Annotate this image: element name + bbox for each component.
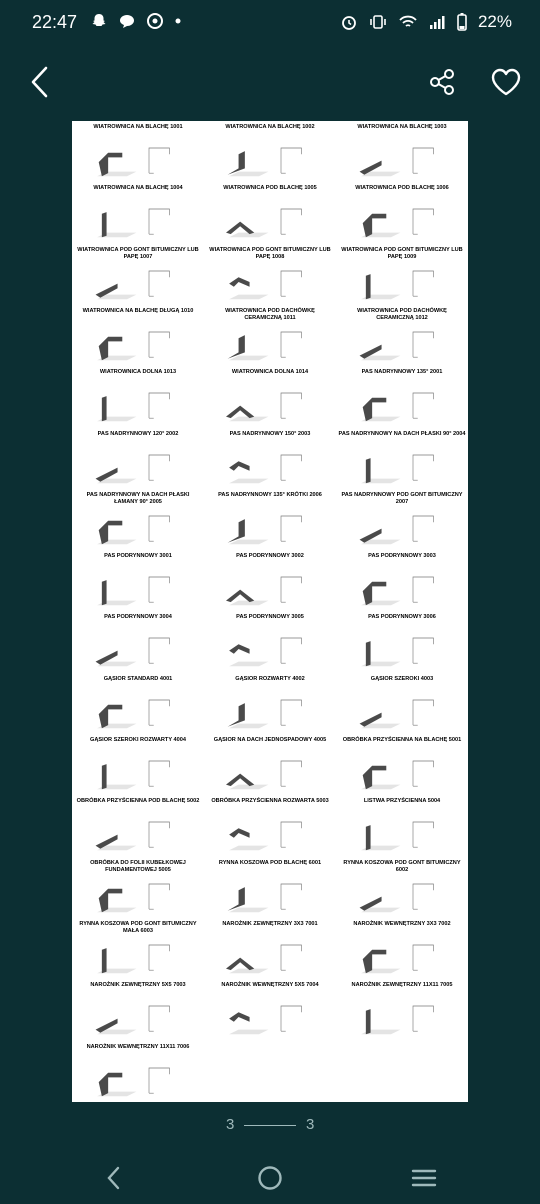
profile-drawing [78, 995, 198, 1039]
profile-drawing [210, 934, 330, 978]
profile-shape [229, 645, 249, 654]
profile-shape [226, 774, 254, 787]
nav-back-button[interactable] [94, 1158, 134, 1198]
profile-section-line [149, 577, 169, 602]
profile-shape [229, 277, 249, 286]
profile-drawing [210, 444, 330, 488]
profile-section-line [281, 700, 301, 725]
profile-item [336, 979, 468, 1040]
profile-shape [226, 590, 254, 603]
profile-label: WIATROWNICA POD BLACHĘ 1005 [223, 185, 317, 192]
profile-shape [228, 703, 245, 727]
profile-shape [229, 1012, 249, 1021]
profile-item [204, 366, 336, 427]
profile-item [72, 918, 204, 979]
profile-section-line [281, 761, 301, 786]
profile-item [72, 244, 204, 305]
favorite-button[interactable] [484, 62, 528, 102]
profile-item [72, 305, 204, 366]
profile-item [336, 489, 468, 550]
profile-drawing [210, 321, 330, 365]
profile-label: PAS NADRYNNOWY POD GONT BITUMICZNY 2007 [341, 491, 463, 505]
profile-label: NAROŻNIK WEWNĘTRZNY 3X3 7002 [353, 920, 451, 927]
profile-label: GĄSIOR SZEROKI 4003 [370, 675, 434, 682]
profile-section-line [413, 271, 433, 296]
total-pages: 3 [306, 1116, 315, 1133]
profile-drawing [342, 444, 462, 488]
profile-label: WIATROWNICA POD DACHÓWKĘ CERAMICZNĄ 1011 [225, 307, 315, 321]
profile-item [72, 857, 204, 918]
status-time: 22:47 [32, 12, 78, 32]
arrow-left-icon [28, 65, 52, 99]
profile-drawing [78, 260, 198, 304]
profile-section-line [281, 638, 301, 663]
profile-label: RYNNA KOSZOWA POD BLACHĘ 6001 [218, 859, 322, 866]
profile-shape [102, 948, 107, 973]
profile-label: WIATROWNICA DOLNA 1014 [231, 369, 309, 376]
profile-drawing [210, 811, 330, 855]
profile-item [336, 366, 468, 427]
dot-icon [174, 12, 182, 30]
profile-section-line [413, 332, 433, 357]
profile-label: PAS NADRYNNOWY NA DACH PŁASKI ŁAMANY 90° 2005 [86, 491, 190, 505]
profile-label: OBRÓBKA PRZYŚCIENNA ROZWARTA 5003 [211, 798, 329, 805]
profile-label: OBRÓBKA DO FOLII KUBEŁKOWEJ FUNDAMENTOWEJ 5005 [90, 859, 186, 873]
profile-drawing [210, 505, 330, 549]
profile-drawing [210, 260, 330, 304]
profile-shape [226, 406, 254, 419]
profile-drawing [78, 321, 198, 365]
profile-item [204, 182, 336, 243]
profile-section-line [413, 1006, 433, 1031]
profile-drawing [210, 995, 330, 1039]
profile-section-line [413, 822, 433, 847]
profile-item [336, 673, 468, 734]
profile-item [336, 611, 468, 672]
profile-drawing [210, 750, 330, 794]
profile-section-line [413, 700, 433, 725]
profile-label: GĄSIOR STANDARD 4001 [103, 675, 173, 682]
profile-item [204, 121, 336, 182]
profile-section-line [413, 638, 433, 663]
profile-drawing [342, 627, 462, 671]
profile-section-line [149, 1068, 169, 1093]
profile-drawing [78, 934, 198, 978]
profile-item [204, 734, 336, 795]
profile-shape [366, 458, 371, 483]
profile-section-line [281, 209, 301, 234]
profile-shape [102, 396, 107, 421]
profile-item [204, 305, 336, 366]
profile-section-line [281, 1006, 301, 1031]
profile-item [204, 918, 336, 979]
profile-shape [228, 887, 245, 911]
profile-drawing [78, 689, 198, 733]
profile-section-line [281, 455, 301, 480]
profile-drawing [210, 198, 330, 242]
profile-drawing [78, 627, 198, 671]
profile-drawing [78, 811, 198, 855]
profile-shape [102, 764, 107, 789]
profile-item [204, 428, 336, 489]
profile-section-line [149, 455, 169, 480]
profile-section-line [281, 393, 301, 418]
snapchat-icon [90, 12, 108, 30]
profile-shape [366, 274, 371, 299]
vibrate-icon [368, 13, 388, 31]
profile-drawing [342, 689, 462, 733]
profile-shape [366, 1009, 371, 1034]
profile-drawing [78, 1057, 198, 1101]
profile-section-line [149, 945, 169, 970]
profile-section-line [149, 700, 169, 725]
profile-drawing [78, 444, 198, 488]
profile-item [336, 795, 468, 856]
profile-label: OBRÓBKA PRZYŚCIENNA POD BLACHĘ 5002 [76, 798, 200, 805]
battery-percentage: 22% [477, 12, 512, 31]
profile-label: NAROŻNIK ZEWNĘTRZNY 3X3 7001 [222, 920, 318, 927]
profile-item [204, 244, 336, 305]
profile-label: RYNNA KOSZOWA POD GONT BITUMICZNY MAŁA 6003 [79, 920, 197, 934]
profile-item [204, 611, 336, 672]
heart-icon [490, 67, 522, 97]
profile-label: PAS PODRYNNOWY 3003 [368, 553, 436, 560]
profile-drawing [342, 321, 462, 365]
profile-item [72, 979, 204, 1040]
notification-icons [90, 12, 182, 30]
profile-section-line [281, 822, 301, 847]
profile-label: WIATROWNICA POD DACHÓWKĘ CERAMICZNĄ 1012 [357, 307, 447, 321]
profile-label: WIATROWNICA POD BLACHĘ 1006 [355, 185, 449, 192]
page-divider [244, 1125, 296, 1126]
battery-icon [456, 12, 468, 32]
nav-back-icon [104, 1165, 124, 1191]
profile-drawing [78, 137, 198, 181]
profile-section-line [413, 393, 433, 418]
profile-drawing [78, 750, 198, 794]
profile-label: WIATROWNICA DOLNA 1013 [99, 369, 177, 376]
profile-section-line [413, 516, 433, 541]
profile-item [204, 673, 336, 734]
profile-item [336, 857, 468, 918]
profile-item [72, 121, 204, 182]
profile-section-line [149, 761, 169, 786]
nav-home-button[interactable] [250, 1158, 290, 1198]
share-button[interactable] [420, 62, 464, 102]
page-indicator [0, 1114, 540, 1138]
share-icon [427, 67, 457, 97]
profile-drawing [342, 382, 462, 426]
profile-drawing [342, 750, 462, 794]
profile-label: GĄSIOR ROZWARTY 4002 [235, 675, 305, 682]
profile-shape [228, 519, 245, 543]
profile-label: WIATROWNICA POD GONT BITUMICZNY LUB PAPĘ 1007 [77, 246, 199, 260]
profile-label: NAROŻNIK WEWNĘTRZNY 5X5 7004 [221, 982, 319, 989]
nav-recents-button[interactable] [404, 1158, 444, 1198]
profile-shape [102, 212, 107, 237]
profile-drawing [210, 873, 330, 917]
wifi-icon [398, 13, 418, 31]
profile-drawing [78, 873, 198, 917]
profile-label: GĄSIOR SZEROKI ROZWARTY 4004 [90, 737, 186, 743]
profile-drawing [342, 198, 462, 242]
profile-label: LISTWA PRZYŚCIENNA 5004 [363, 798, 441, 805]
profile-item [204, 489, 336, 550]
profile-label: PAS NADRYNNOWY 135° KRÓTKI 2006 [218, 491, 322, 498]
profile-section-line [149, 209, 169, 234]
profile-item [72, 795, 204, 856]
profile-label: PAS PODRYNNOWY 3004 [104, 614, 172, 621]
profile-drawing [78, 198, 198, 242]
profile-shape [366, 642, 371, 667]
profile-item [204, 550, 336, 611]
current-page: 3 [226, 1116, 235, 1133]
profile-section-line [149, 1006, 169, 1031]
profile-shape [366, 825, 371, 850]
profile-item [336, 918, 468, 979]
profile-label: GĄSIOR NA DACH JEDNOSPADOWY 4005 [213, 737, 327, 743]
profile-drawing [78, 566, 198, 610]
profile-drawing [342, 873, 462, 917]
profile-item [72, 182, 204, 243]
profile-label: WIATROWNICA NA BLACHĘ 1003 [357, 124, 447, 130]
profile-section-line [413, 945, 433, 970]
profile-label: PAS NADRYNNOWY 120° 2002 [97, 430, 179, 437]
profile-section-line [281, 945, 301, 970]
profile-label: RYNNA KOSZOWA POD GONT BITUMICZNY 6002 [343, 859, 461, 873]
profile-section-line [281, 332, 301, 357]
profile-item [72, 1041, 204, 1102]
profile-item [204, 857, 336, 918]
profile-item [72, 550, 204, 611]
profile-section-line [413, 884, 433, 909]
profile-section-line [281, 271, 301, 296]
profile-label: PAS NADRYNNOWY 150° 2003 [229, 430, 311, 437]
profile-label: NAROŻNIK ZEWNĘTRZNY 5X5 7003 [90, 982, 186, 989]
profile-item [336, 428, 468, 489]
profile-item [72, 611, 204, 672]
document-page[interactable] [72, 121, 468, 1102]
profile-drawing [210, 689, 330, 733]
profile-item [72, 366, 204, 427]
profile-label: WIATROWNICA POD GONT BITUMICZNY LUB PAPĘ 1008 [209, 246, 331, 260]
profile-drawing [210, 382, 330, 426]
profile-item [336, 244, 468, 305]
profile-drawing [342, 260, 462, 304]
profile-label: PAS PODRYNNOWY 3002 [236, 553, 304, 560]
nav-recents-icon [410, 1166, 438, 1190]
chrome-icon [146, 12, 164, 30]
profile-item [72, 673, 204, 734]
profile-section-line [149, 822, 169, 847]
profile-item [336, 182, 468, 243]
profile-drawing [78, 505, 198, 549]
profile-section-line [149, 148, 169, 173]
status-bar [0, 0, 540, 44]
chat-bubble-icon [118, 12, 136, 30]
profile-label: PAS NADRYNNOWY 135° 2001 [361, 369, 443, 376]
profile-section-line [413, 455, 433, 480]
profile-drawing [342, 137, 462, 181]
profile-shape [229, 461, 249, 470]
profile-section-line [413, 209, 433, 234]
profile-section-line [413, 577, 433, 602]
profile-drawing [210, 566, 330, 610]
alarm-icon [340, 13, 358, 31]
back-button[interactable] [20, 62, 60, 102]
profile-drawing [342, 505, 462, 549]
profile-section-line [149, 393, 169, 418]
profile-section-line [281, 884, 301, 909]
profile-item [72, 489, 204, 550]
profile-section-line [281, 516, 301, 541]
profile-label: WIATROWNICA NA BLACHĘ 1001 [93, 124, 183, 130]
profile-item [72, 734, 204, 795]
profile-drawing [342, 995, 462, 1039]
profile-section-line [149, 332, 169, 357]
profile-shape [226, 957, 254, 970]
system-nav-bar [0, 1150, 540, 1204]
profile-label: WIATROWNICA NA BLACHĘ 1002 [225, 124, 315, 130]
profile-label: WIATROWNICA POD GONT BITUMICZNY LUB PAPĘ 1009 [341, 246, 463, 260]
profile-section-line [149, 638, 169, 663]
profile-drawing [210, 627, 330, 671]
system-icons [340, 12, 512, 32]
profile-label: PAS NADRYNNOWY NA DACH PŁASKI 90° 2004 [338, 430, 466, 437]
profile-item [336, 734, 468, 795]
profile-item [336, 550, 468, 611]
profile-label: PAS PODRYNNOWY 3006 [368, 614, 436, 621]
signal-icon [428, 13, 446, 31]
profile-label: OBRÓBKA PRZYŚCIENNA NA BLACHĘ 5001 [342, 737, 462, 743]
profile-item [336, 121, 468, 182]
profile-section-line [281, 148, 301, 173]
profile-item [204, 795, 336, 856]
profile-drawing [342, 811, 462, 855]
profile-label: PAS PODRYNNOWY 3005 [236, 614, 304, 621]
profile-section-line [149, 884, 169, 909]
profile-item [204, 979, 336, 1040]
profile-label: NAROŻNIK WEWNĘTRZNY 11X11 7006 [86, 1043, 190, 1050]
profile-section-line [281, 577, 301, 602]
profile-shape [228, 335, 245, 359]
profile-shape [228, 151, 245, 175]
profile-drawing [342, 934, 462, 978]
profile-shape [226, 222, 254, 235]
profile-label: PAS PODRYNNOWY 3001 [104, 553, 172, 560]
profile-shape [229, 829, 249, 838]
profile-section-line [413, 761, 433, 786]
viewer-toolbar [0, 52, 540, 112]
profile-item [336, 305, 468, 366]
profile-label: WIATROWNICA NA BLACHĘ DŁUGĄ 1010 [82, 307, 194, 314]
profile-shape [102, 580, 107, 605]
profile-drawing [342, 566, 462, 610]
profile-section-line [413, 148, 433, 173]
profile-label: WIATROWNICA NA BLACHĘ 1004 [93, 185, 183, 192]
profile-section-line [149, 516, 169, 541]
nav-home-icon [256, 1164, 284, 1192]
profile-drawing [78, 382, 198, 426]
profile-label: NAROŻNIK ZEWNĘTRZNY 11X11 7005 [351, 982, 453, 989]
profile-item [72, 428, 204, 489]
profile-section-line [149, 271, 169, 296]
profile-drawing [210, 137, 330, 181]
